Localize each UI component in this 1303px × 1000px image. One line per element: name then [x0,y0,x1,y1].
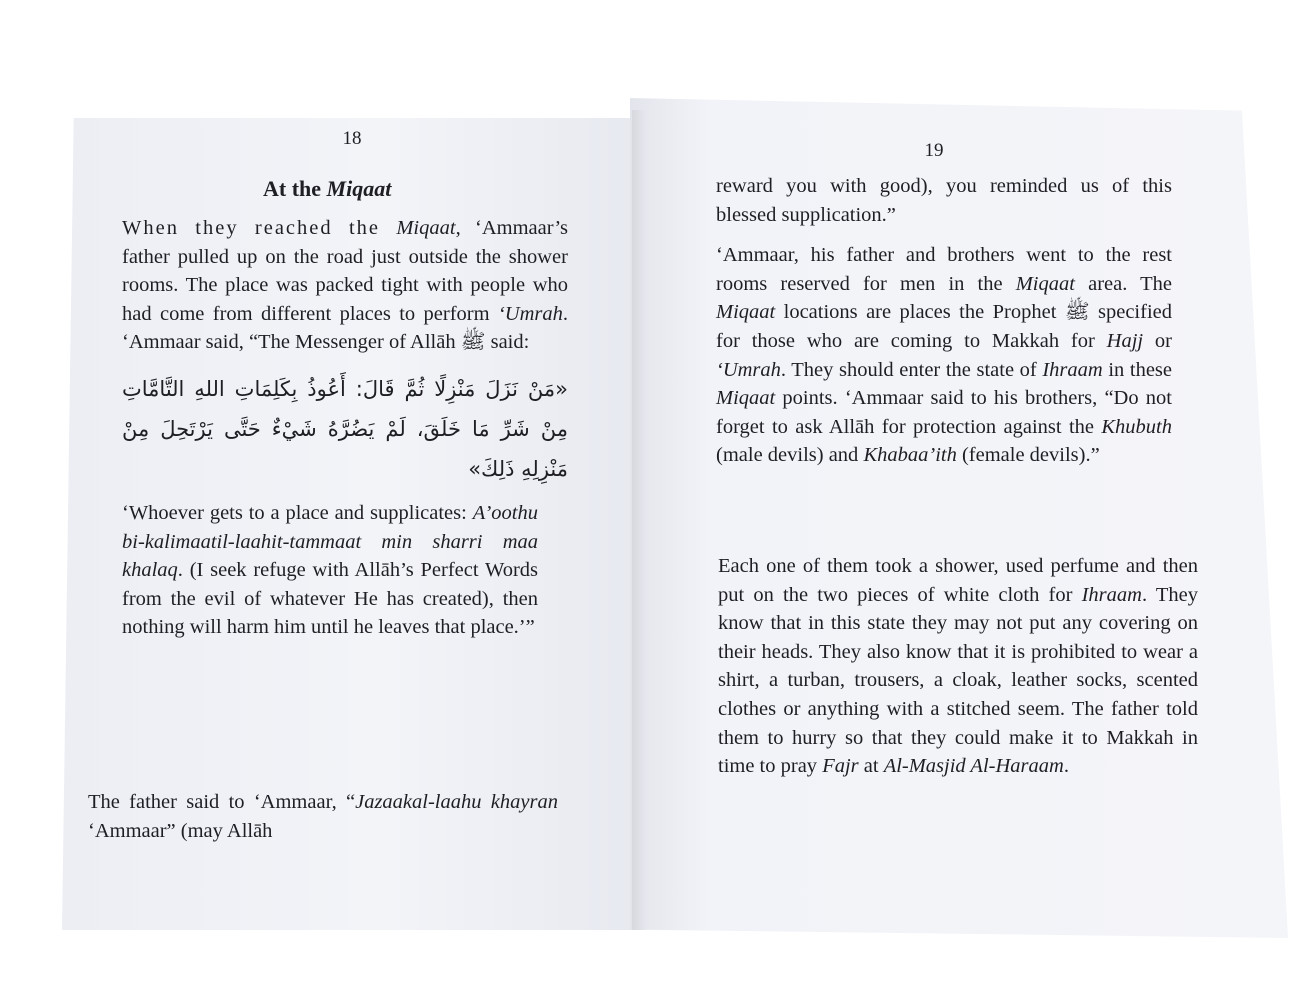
left-body-top [122,214,568,654]
page-number-left: 18 [342,128,362,149]
arabic-supplication: «مَنْ نَزَلَ مَنْزِلًا ثُمَّ قَالَ: أَعُوذُ بِكَلِمَاتِ اللهِ التَّامَّاتِ مِنْ شَرِّ مَا خَلَقَ، لَمْ يَضُرَّهُ شَيْءٌ حَتَّى يَرْتَحِلَ مِنْ مَنْزِلِهِ ذَلِكَ» [122,376,568,481]
left-paragraph-1: When they reached the Miqaat, ‘Ammaar’s father pulled up on the road just outside the shower rooms. The place was packed tight with people who had come from different places to perform ‘Umrah. ‘Ammaar said, “The Messenger of Allāh ﷺ said: [122,217,568,354]
book-spine [632,110,646,930]
left-paragraph-2: ‘Whoever gets to a place and supplicates: A’oothu bi-kalimaatil-laahit-tammaat min sharri maa khalaq. (I seek refuge with Allāh’s Perfect Words from the evil of whatever He has created), then nothing will harm him until he leaves that place.’” [122,501,538,639]
right-body-bottom [718,552,1198,793]
right-paragraph-2: Each one of them took a shower, used perfume and then put on the two pieces of white cloth for Ihraam. They know that in this state they may not put any covering on their heads. They also know that it is prohibited to wear a shirt, a turban, trousers, a cloak, leather socks, scented clothes or anything with a stitched seem. The father told them to hurry so that they could make it to Makkah in time to pray Fajr at Al-Masjid Al-Haraam. [718,555,1198,778]
left-paragraph-3: The father said to ‘Ammaar, “Jazaakal-laahu khayran ‘Ammaar” (may Allāh [88,791,558,842]
right-paragraph-1: ‘Ammaar, his father and brothers went to the rest rooms reserved for men in the Miqaat area. The Miqaat locations are places the Prophet ﷺ specified for those who are coming to Makkah for Hajj or ‘Umrah. They should enter the state of Ihraam in these Miqaat points. ‘Ammaar said to his brothers, “Do not forget to ask Allāh for protection against the Khubuth (male devils) and Khabaa’ith (female devils).” [716,244,1172,467]
right-body-top [716,172,1172,482]
page-number-right: 19 [924,140,944,161]
section-heading [263,176,391,202]
heading-italic: Miqaat [326,176,392,201]
right-paragraph-0: reward you with good), you reminded us of this blessed supplication.” [716,175,1172,226]
left-body-bottom [88,788,558,857]
heading-plain: At the [263,176,327,201]
